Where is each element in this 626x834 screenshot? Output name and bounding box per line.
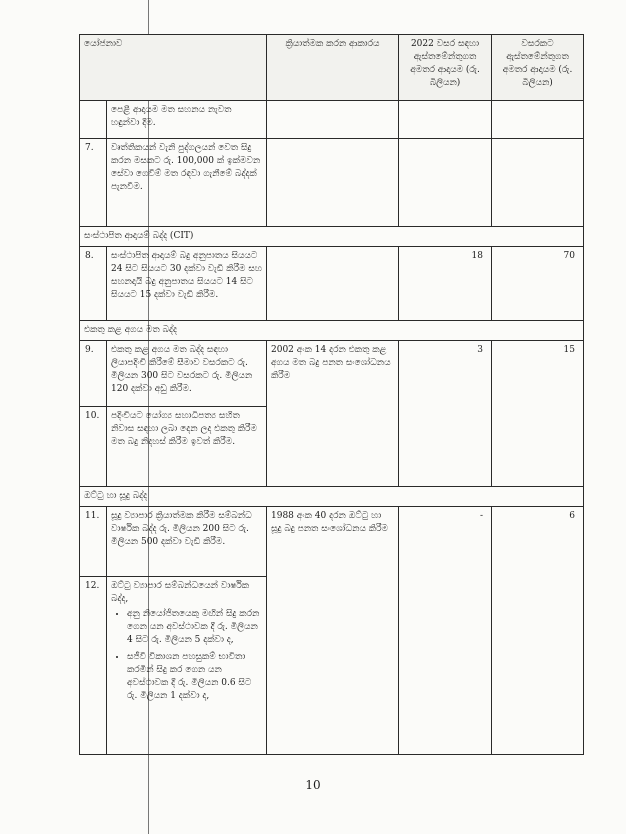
section-header-row xyxy=(80,227,584,247)
header-proposal: යෝජනාව xyxy=(80,35,267,101)
table-row xyxy=(80,247,584,321)
section-title-cit: සංස්ථාපිත ආදායම් බද්ද (CIT) xyxy=(80,227,584,247)
section-title-vat: එකතු කළ අගය මත බද්ද xyxy=(80,321,584,341)
table-row xyxy=(80,507,584,577)
method-cell: 2002 අංක 14 දරන එකතු කළ අගය මත බදු පනත සංශෝධනය කිරීම xyxy=(267,341,399,487)
revenue-2022-value: - xyxy=(399,507,492,755)
proposal-cell xyxy=(107,577,267,755)
revenue-2022-value: 18 xyxy=(399,247,492,321)
revenue-2022-cell xyxy=(399,101,492,139)
proposal-text: වෘත්තිකයන් වැනි පුද්ගලයන් වෙත සිදු කරන මසකට රු. 100,000 ක් ඉක්මවන සේවා ගෙවීම් මත රඳවා ගැනීමේ බද්දක් පැනවීම. xyxy=(107,139,267,227)
header-method: ක්‍රියාත්මක කරන ආකාරය xyxy=(267,35,399,101)
method-cell xyxy=(267,139,399,227)
row-number: 10. xyxy=(80,407,107,487)
annual-revenue-cell xyxy=(492,101,584,139)
proposal-text: පදිංචියට යෝග්‍ය සහාධිපත්‍ය සහිත නිවාස සඳහා ලබා දෙන ලද එකතු කිරීම මත බදු නිදහස් කිරීම ඉවත් කිරීම. xyxy=(107,407,267,487)
annual-revenue-value: 70 xyxy=(492,247,584,321)
list-item: • සජීවී විකාශන පහසුකම් භාවිතා කරමින් සිදු කර ගෙන යන අවස්ථාවක දී රු. මිලියන 0.6 සිට රු. මිලියන 1 දක්වා ද, xyxy=(127,651,262,703)
table-header-row xyxy=(80,35,584,101)
table-row xyxy=(80,341,584,407)
annual-revenue-value: 6 xyxy=(492,507,584,755)
proposal-text: පෙළී ආදායම මත සහනය නැවත හඳුන්වා දීම. xyxy=(107,101,267,139)
revenue-2022-cell xyxy=(399,139,492,227)
row-number-cell xyxy=(80,101,107,139)
header-revenue-2022: 2022 වසර සඳහා ඇස්තමේන්තුගත අමතර ආදායම (රු. බිලියන) xyxy=(399,35,492,101)
section-title-betting: ඔට්ටු හා සූදු බද්ද xyxy=(80,487,584,507)
annual-revenue-cell xyxy=(492,139,584,227)
method-cell: 1988 අංක 40 දරන ඔට්ටු හා සූදු බදු පනත සංශෝධනය කිරීම xyxy=(267,507,399,755)
method-cell xyxy=(267,247,399,321)
section-header-row xyxy=(80,321,584,341)
table-row xyxy=(80,101,584,139)
row-number: 7. xyxy=(80,139,107,227)
page-number: 10 xyxy=(305,778,321,792)
annual-revenue-value: 15 xyxy=(492,341,584,487)
section-header-row xyxy=(80,487,584,507)
bullet-list xyxy=(111,608,262,703)
revenue-proposals-table xyxy=(79,34,584,755)
row-number: 11. xyxy=(80,507,107,577)
proposal-text: සූදු ව්‍යාපාර ක්‍රියාත්මක කිරීම සම්බන්ධ වාර්ෂික බද්ද රු. මිලියන 200 සිට රු. මිලියන 500 දක්වා වැඩි කිරීම. xyxy=(107,507,267,577)
method-cell xyxy=(267,101,399,139)
list-item: • අනු නියෝජිතයෙකු මඟින් සිදු කරන ගෙන යන අවස්ථාවක දී රු. මිලියන 4 සිට රු. මිලියන 5 දක්වා ද, xyxy=(127,608,262,647)
proposal-text: එකතු කළ අගය මත බද්ද සඳහා ලියාපදිංචි කිරීමේ සීමාව වසරකට රු. මිලියන 300 සිට වසරකට රු. මිලියන 120 දක්වා අඩු කිරීම. xyxy=(107,341,267,407)
row-number: 9. xyxy=(80,341,107,407)
revenue-2022-value: 3 xyxy=(399,341,492,487)
header-annual-revenue: වසරකට ඇස්තමේන්තුගත අමතර ආදායම (රු. බිලියන) xyxy=(492,35,584,101)
proposal-text: ඔට්ටු ව්‍යාපාර සම්බන්ධයෙන් වාර්ෂික බද්ද, xyxy=(111,581,250,604)
proposal-text: සංස්ථාපිත ආදායම් බදු අනුපාතය සියයට 24 සිට සියයට 30 දක්වා වැඩි කිරීම සහ සහනදායි බදු අනුපාතය සියයට 14 සිට සියයට 15 දක්වා වැඩි කිරීම. xyxy=(107,247,267,321)
row-number: 12. xyxy=(80,577,107,755)
row-number: 8. xyxy=(80,247,107,321)
table-row xyxy=(80,139,584,227)
